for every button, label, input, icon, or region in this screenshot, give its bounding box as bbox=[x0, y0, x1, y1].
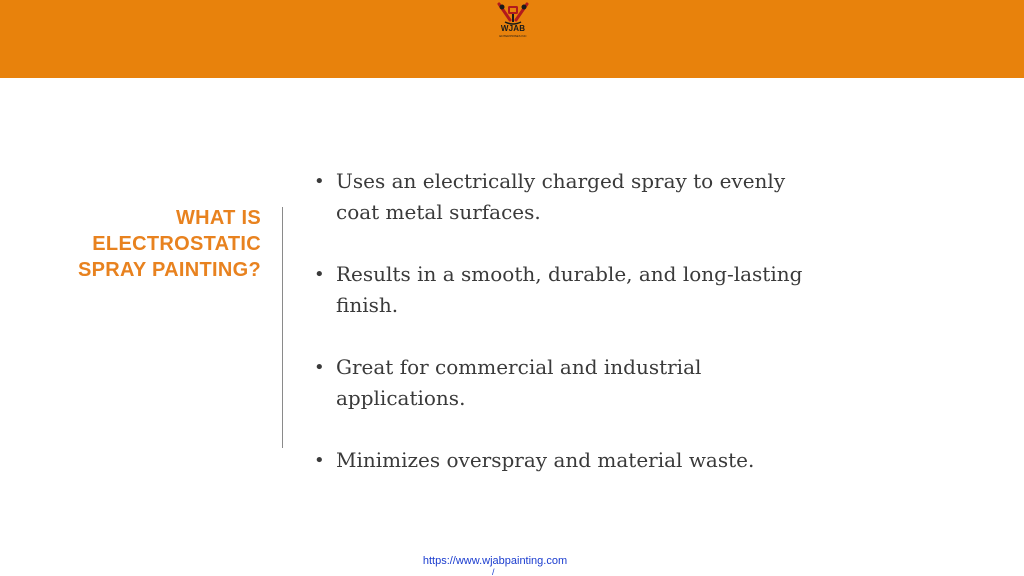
paint-tools-icon bbox=[493, 2, 533, 26]
section-heading bbox=[40, 205, 261, 283]
company-logo[interactable] bbox=[493, 2, 533, 42]
bullet-item bbox=[312, 445, 832, 476]
website-link-trailing[interactable]: / bbox=[492, 567, 495, 576]
heading-line-1: WHAT IS bbox=[175, 207, 261, 229]
bullet-dot-icon: • bbox=[314, 264, 325, 285]
bullet-text: Minimizes overspray and material waste. bbox=[336, 448, 755, 472]
bullet-text: Great for commercial and industrial applications. bbox=[336, 355, 702, 410]
bullet-dot-icon: • bbox=[314, 357, 325, 378]
vertical-divider bbox=[282, 207, 283, 448]
bullet-item bbox=[312, 166, 832, 228]
heading-line-2: ELECTROSTATIC bbox=[92, 233, 261, 255]
header-band bbox=[0, 0, 1024, 78]
logo-text: WJAB bbox=[500, 24, 526, 33]
bullet-dot-icon: • bbox=[314, 171, 325, 192]
bullet-dot-icon: • bbox=[314, 450, 325, 471]
bullet-item bbox=[312, 259, 832, 321]
website-link[interactable]: https://www.wjabpainting.com bbox=[422, 555, 568, 567]
bullet-text: Uses an electrically charged spray to evenly coat metal surfaces. bbox=[336, 169, 786, 224]
bullet-item bbox=[312, 352, 832, 414]
heading-line-3: SPRAY PAINTING? bbox=[77, 259, 261, 281]
logo-subtext: ENTERPRISES INC bbox=[499, 34, 527, 38]
bullet-text: Results in a smooth, durable, and long-lasting finish. bbox=[336, 262, 803, 317]
bullet-list bbox=[312, 166, 832, 507]
